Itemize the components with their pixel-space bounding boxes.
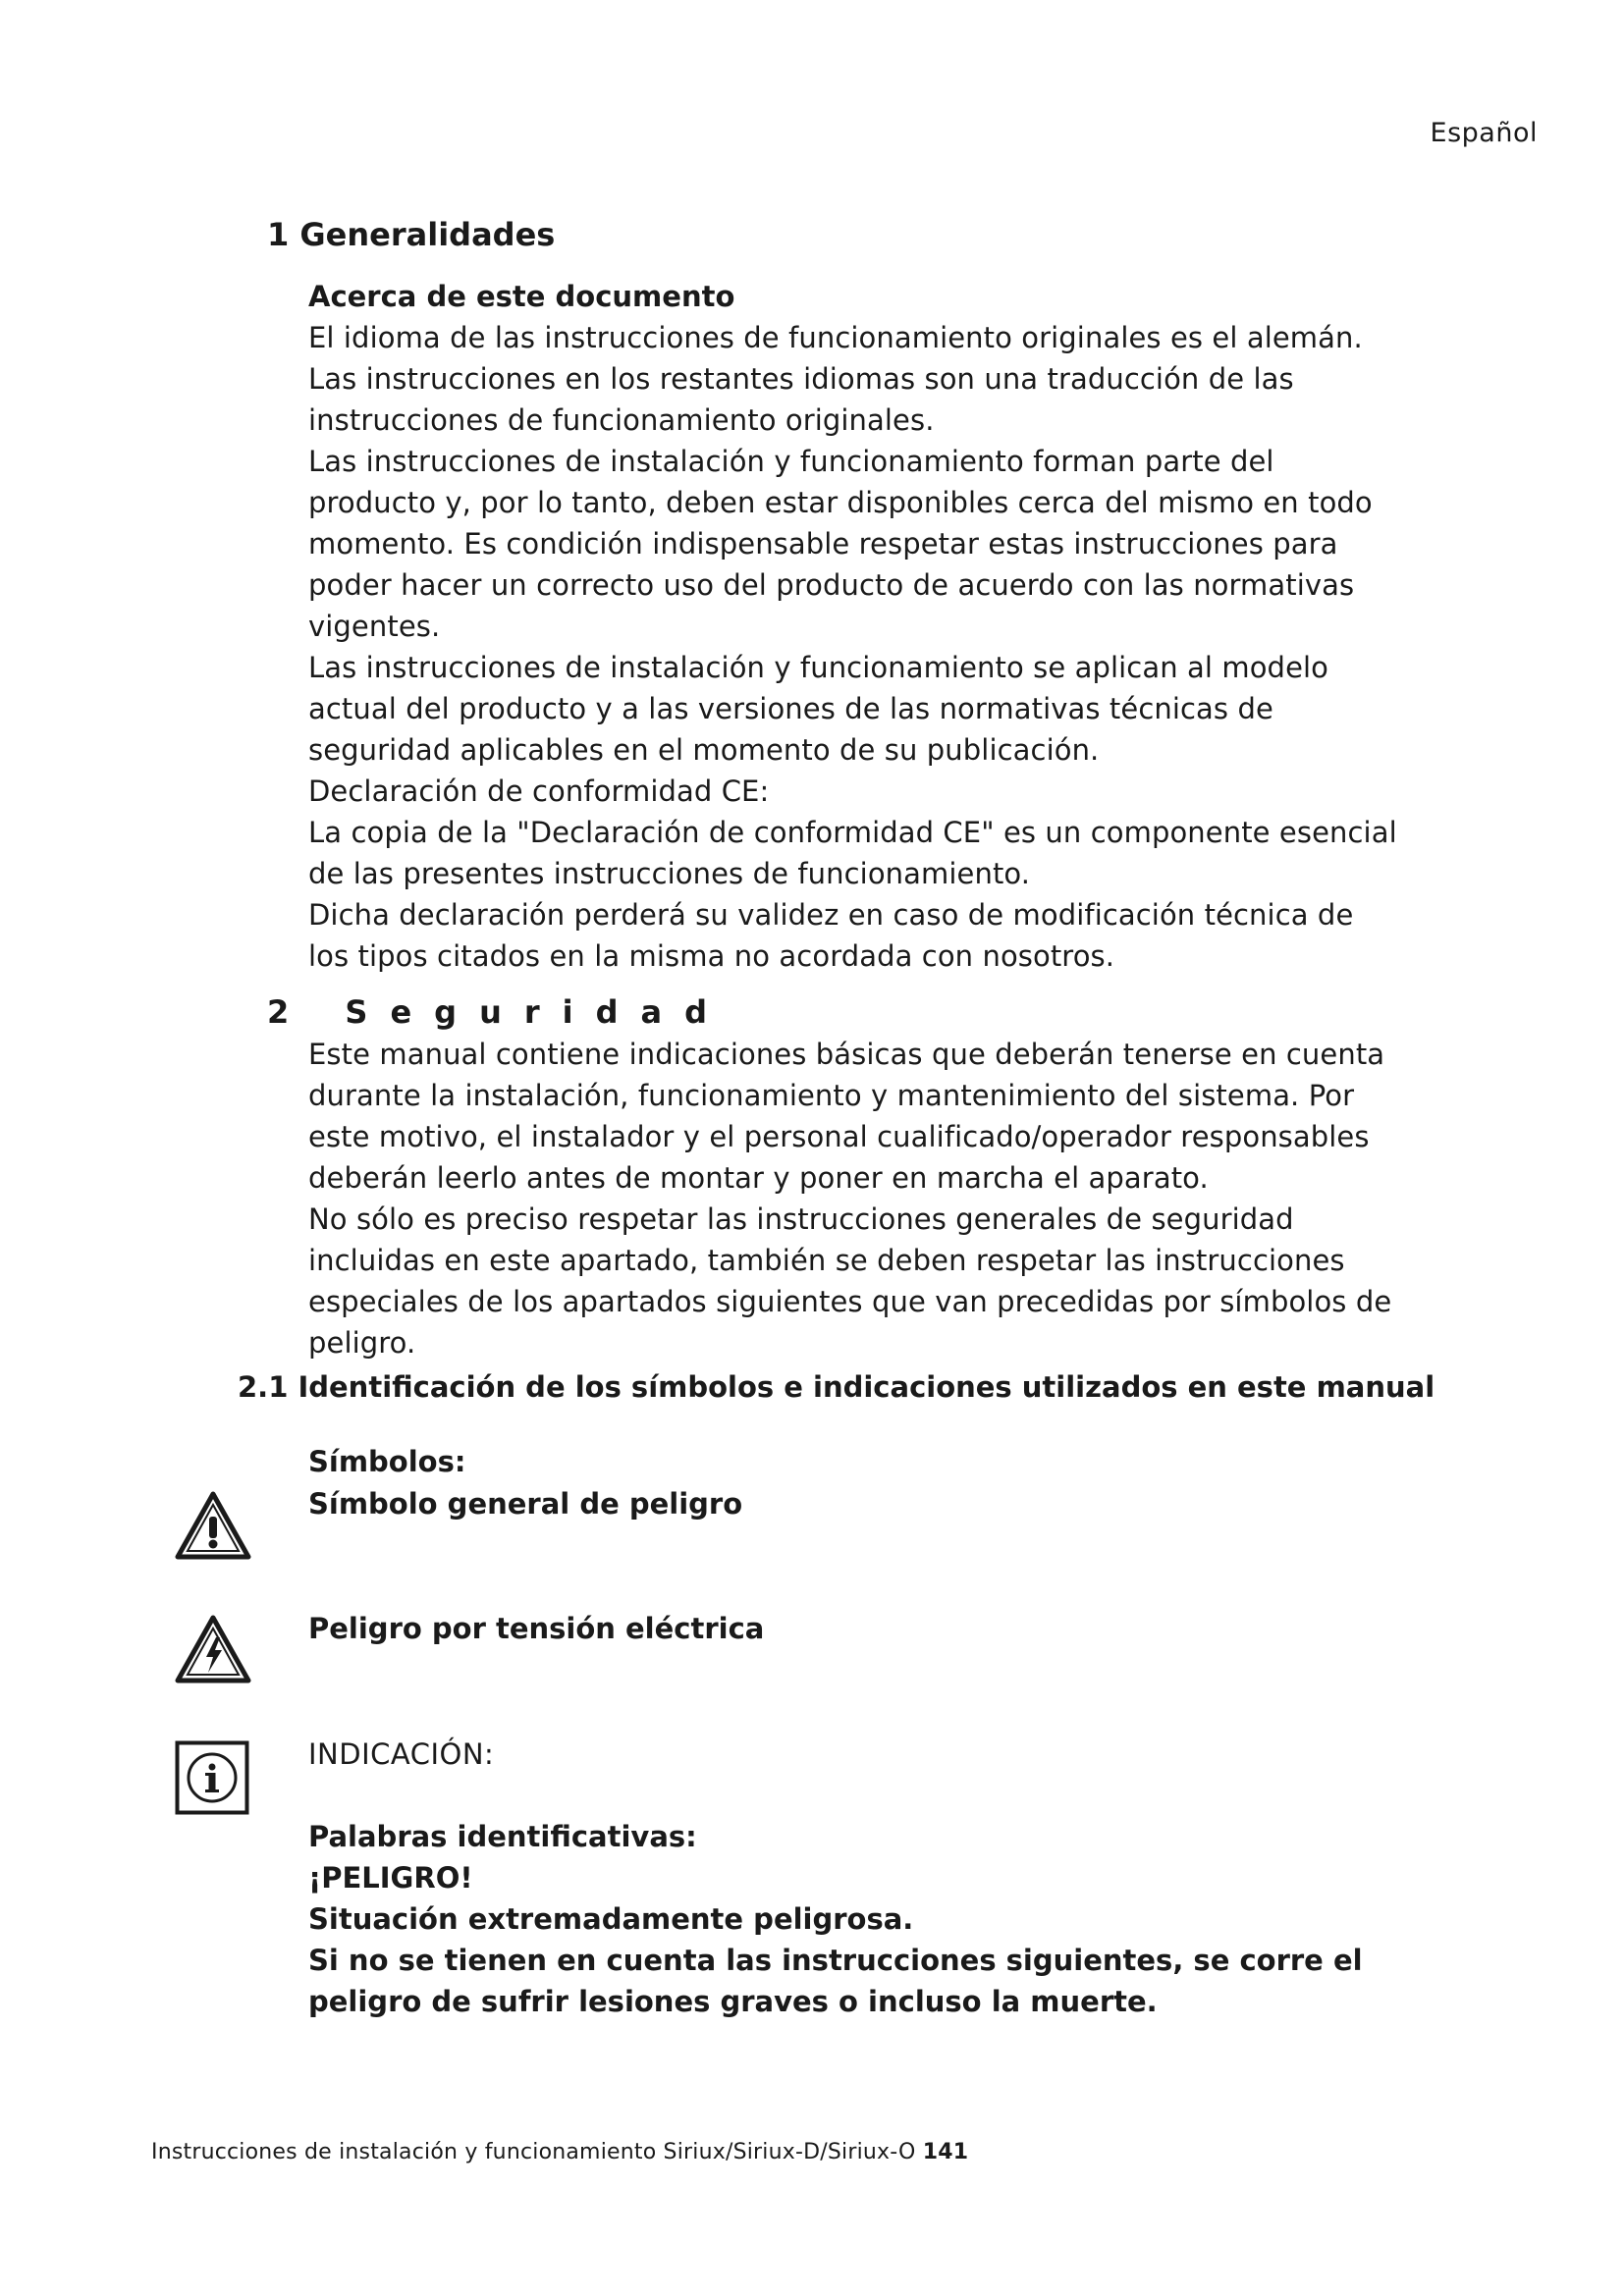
note-label: INDICACIÓN: <box>308 1737 495 1771</box>
danger-consequence: Si no se tienen en cuenta las instrucciones siguientes, se corre el peligro de sufrir lesiones graves o incluso la muerte. <box>308 1944 1363 2018</box>
paragraph: La copia de la "Declaración de conformidad CE" es un componente esencial de las presentes instrucciones de funcionamiento. <box>308 816 1397 890</box>
section-2-body <box>308 1034 1398 1363</box>
language-label: Español <box>1430 118 1538 148</box>
keywords-block <box>308 1816 1398 2022</box>
symbols-label: Símbolos: <box>308 1445 466 1478</box>
info-icon <box>175 1740 249 1819</box>
general-danger-label: Símbolo general de peligro <box>308 1487 743 1521</box>
danger-word: ¡PELIGRO! <box>308 1861 473 1895</box>
paragraph: Las instrucciones de instalación y funcionamiento forman parte del producto y, por lo tanto, deben estar disponibles cerca del mismo en todo momento. Es condición indispensable respetar estas instrucciones para poder hacer un correcto uso del producto de acuerdo con las normativas vigentes. <box>308 445 1373 643</box>
page-footer <box>151 2140 968 2164</box>
electric-danger-label: Peligro por tensión eléctrica <box>308 1612 765 1645</box>
section-2-1-title: 2.1 Identificación de los símbolos e indicaciones utilizados en este manual <box>238 1370 1435 1404</box>
warning-triangle-icon <box>175 1490 251 1565</box>
paragraph: No sólo es preciso respetar las instrucciones generales de seguridad incluidas en este apartado, también se deben respetar las instrucciones especiales de los apartados siguientes que van precedidas por símbolos de peligro. <box>308 1202 1392 1360</box>
section-1-body <box>308 317 1398 977</box>
page-number: 141 <box>922 2140 969 2164</box>
paragraph: Declaración de conformidad CE: <box>308 774 770 808</box>
paragraph: Dicha declaración perderá su validez en caso de modificación técnica de los tipos citados en la misma no acordada con nosotros. <box>308 898 1354 973</box>
section-2-title: 2 Seguridad <box>267 993 730 1031</box>
keywords-label: Palabras identificativas: <box>308 1820 697 1853</box>
section-1-subtitle: Acerca de este documento <box>308 280 735 313</box>
section-1-title: 1 Generalidades <box>267 216 556 253</box>
danger-situation: Situación extremadamente peligrosa. <box>308 1902 914 1936</box>
paragraph: Este manual contiene indicaciones básicas que deberán tenerse en cuenta durante la instalación, funcionamiento y mantenimiento del sistema. Por este motivo, el instalador y el personal cualificado/operador responsables deberán leerlo antes de montar y poner en marcha el aparato. <box>308 1038 1385 1195</box>
electric-hazard-icon <box>175 1614 251 1688</box>
footer-text: Instrucciones de instalación y funcionamiento Siriux/Siriux-D/Siriux-O <box>151 2140 916 2164</box>
paragraph: Las instrucciones de instalación y funcionamiento se aplican al modelo actual del producto y a las versiones de las normativas técnicas de seguridad aplicables en el momento de su publicación. <box>308 651 1329 767</box>
paragraph: El idioma de las instrucciones de funcionamiento originales es el alemán. Las instrucciones en los restantes idiomas son una traducción de las instrucciones de funcionamiento originales. <box>308 321 1363 437</box>
